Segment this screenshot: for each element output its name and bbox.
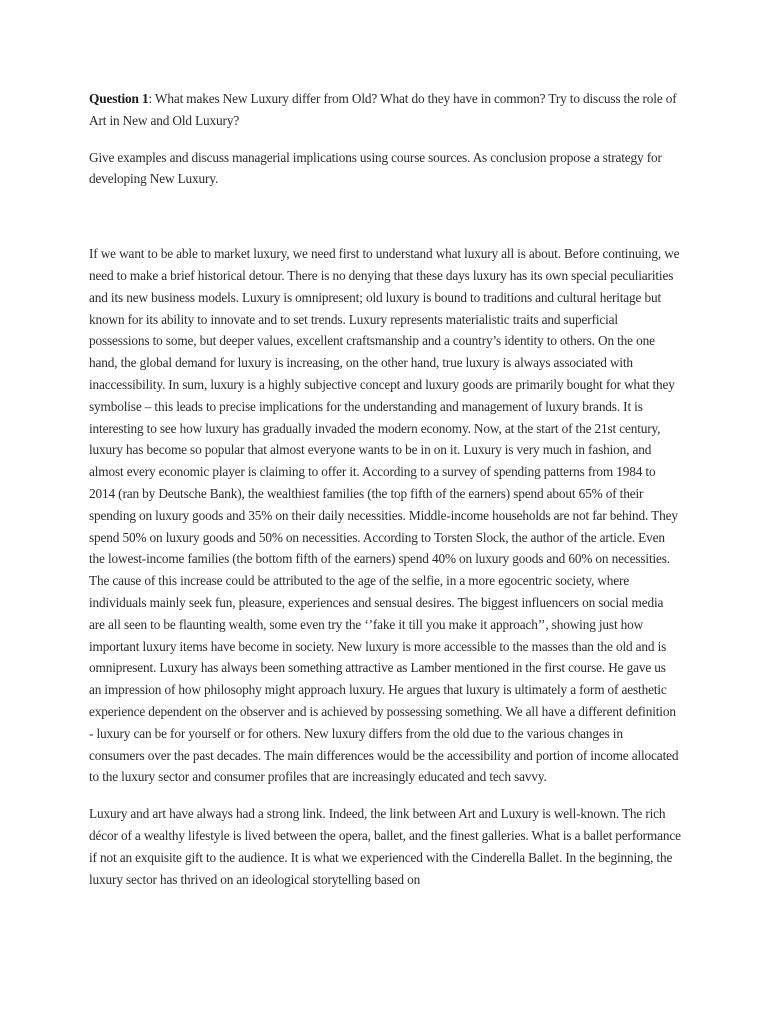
body-paragraph: If we want to be able to market luxury, we need first to understand what luxury all is about. Before continuing, we need to make a brief historical detour. There is no denying that these days luxury has its own special peculiarities and its new business models. Luxury is omnipresent; old luxury is bound to traditions and cultural heritage but known for its ability to innovate and to set trends. Luxury represents materialistic traits and superficial possessions to some, but deeper values, excellent craftsmanship and a country’s identity to others. On the one hand, the global demand for luxury is increasing, on the other hand, true luxury is always associated with inaccessibility. In sum, luxury is a highly subjective concept and luxury goods are primarily bought for what they symbolise – this leads to precise implications for the understanding and management of luxury brands. It is interesting to see how luxury has gradually invaded the modern economy. Now, at the start of the 21st century, luxury has become so popular that almost everyone wants to be in on it. Luxury is very much in fashion, and almost every economic player is claiming to offer it. According to a survey of spending patterns from 1984 to 2014 (ran by Deutsche Bank), the wealthiest families (the top fifth of the earners) spend about 65% of their spending on luxury goods and 35% on their daily necessities. Middle-income households are not far behind. They spend 50% on luxury goods and 50% on necessities. According to Torsten Slock, the author of the article. Even the lowest-income families (the bottom fifth of the earners) spend 40% on luxury goods and 60% on necessities. The cause of this increase could be attributed to the age of the selfie, in a more egocentric society, where individuals mainly seek fun, pleasure, experiences and sensual desires. The biggest influencers on social media are all seen to be flaunting wealth, some even try the ‘’fake it till you make it approach’’, showing just how important luxury items have become in society. New luxury is more accessible to the masses than the old and is omnipresent. Luxury has always been something attractive as Lamber mentioned in the first course. He gave us an impression of how philosophy might approach luxury. He argues that luxury is ultimately a form of aesthetic experience dependent on the observer and is achieved by possessing something. We all have a different definition - luxury can be for yourself or for others. New luxury differs from the old due to the various changes in consumers over the past decades. The main differences would be the accessibility and portion of income allocated to the luxury sector and consumer profiles that are increasingly educated and tech savvy. (89, 246, 680, 785)
document-body (89, 88, 681, 905)
question-text: : What makes New Luxury differ from Old? What do they have in common? Try to discuss the role of Art in New and Old Luxury? (89, 91, 677, 128)
question-label: Question 1 (89, 91, 149, 106)
question-heading (89, 88, 681, 132)
instructions-paragraph: Give examples and discuss managerial implications using course sources. As conclusion propose a strategy for developing New Luxury. (89, 149, 662, 187)
body-paragraph: Luxury and art have always had a strong link. Indeed, the link between Art and Luxury is well-known. The rich décor of a wealthy lifestyle is lived between the opera, ballet, and the finest galleries. What is a ballet performance if not an exquisite gift to the audience. It is what we experienced with the Cinderella Ballet. In the beginning, the luxury sector has thrived on an ideological storytelling based on (89, 806, 681, 887)
